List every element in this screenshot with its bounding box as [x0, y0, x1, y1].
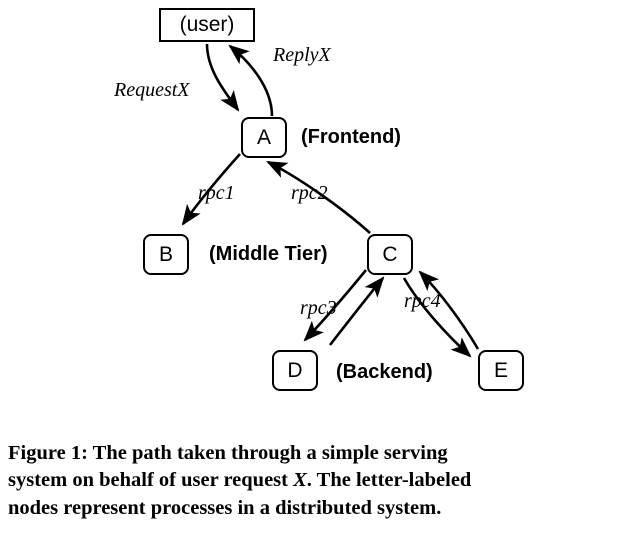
node-user [159, 8, 255, 42]
node-e [478, 350, 524, 391]
edge-label-rpc4: rpc4 [404, 290, 441, 312]
node-user-label: (user) [179, 13, 235, 36]
edge-label-rpc2: rpc2 [291, 182, 328, 204]
tier-label-backend: (Backend) [336, 361, 433, 383]
caption-line-1: Figure 1: The path taken through a simple serving [8, 442, 448, 464]
node-b-label: B [158, 242, 173, 266]
node-b [143, 234, 189, 275]
caption-request-symbol: X [293, 469, 307, 492]
edge-label-rpc3: rpc3 [300, 297, 337, 319]
node-d [272, 350, 318, 391]
edge-label-requestx: RequestX [114, 79, 190, 101]
node-a-label: A [256, 125, 271, 149]
edge-label-replyx: ReplyX [273, 44, 331, 66]
node-d-label: D [287, 358, 303, 382]
node-e-label: E [493, 358, 508, 382]
caption-line-2-part-b: . The letter-labeled [306, 469, 472, 492]
node-c-label: C [382, 242, 398, 266]
caption-line-3: nodes represent processes in a distributed system. [8, 496, 442, 519]
edge-label-rpc1: rpc1 [198, 182, 235, 204]
tier-label-middle-tier: (Middle Tier) [209, 243, 328, 265]
node-c [367, 234, 413, 275]
edge-d-to-c [330, 278, 383, 345]
figure-caption [8, 440, 634, 522]
tier-label-frontend: (Frontend) [301, 126, 401, 148]
edge-user-to-a [207, 44, 238, 110]
caption-line-2 [8, 467, 634, 494]
caption-line-2-part-a: system on behalf of user request [8, 469, 294, 492]
node-a [241, 117, 287, 158]
